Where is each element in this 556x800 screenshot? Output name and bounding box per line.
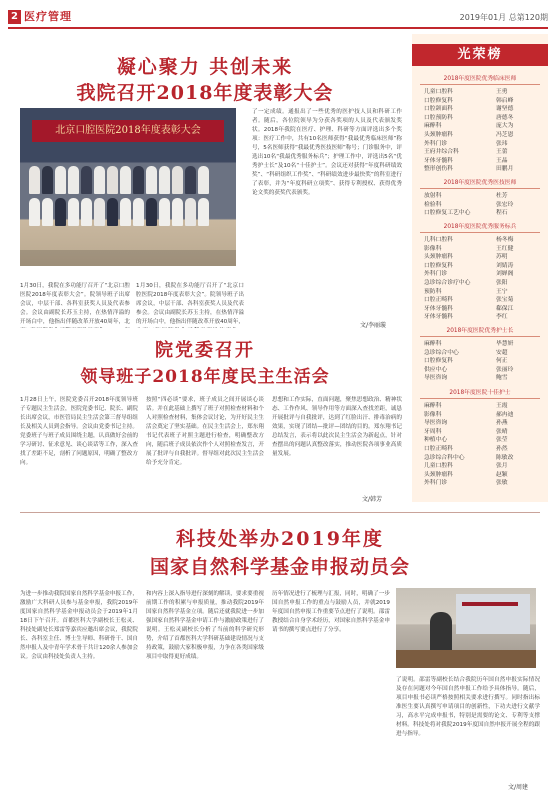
honor-roll-title: 光荣榜	[412, 44, 548, 66]
list-item: 头颈肿瘤科 苏明	[424, 254, 508, 261]
honor-roll-sidebar	[412, 34, 548, 502]
list-item: 儿童口腔科 张月	[424, 463, 508, 470]
list-item: 头颈肿瘤科 赵颖	[424, 471, 508, 478]
list-item: 口腔预防科 唐德冬	[424, 114, 514, 121]
section-divider	[20, 512, 540, 513]
ceremony-banner: 北京口腔医院2018年度表彰大会	[32, 120, 224, 142]
list-item: 儿科口腔科 杨冬梅	[424, 237, 514, 243]
article2-title-line2: 领导班子2018年度民主生活会	[80, 367, 330, 387]
list-item: 急诊综合中心 安超	[424, 349, 508, 356]
list-item: 检验科 张宏玲	[424, 201, 514, 208]
issue-info: 2019年01月 总第120期	[459, 13, 548, 22]
article1-column1: 1月30日，我院在多功能厅召开了“北京口腔医院2018年度表彰大会”。院领导班子出席会议，中层干部、各科室获奖人员及代表参会。会议由副院长苏玉主持，在热情洋溢的开场白中，他指出伴随改革开放40周年，北	[20, 283, 130, 325]
article2-title-line1: 院党委召开	[155, 340, 255, 361]
group-top-nurses: 2018年度医院十佳护士 麻醉科 王霞 影像科 郝冉迪 导医咨询 孙燕 牙周科 张晴 种植中心 张莹 口腔正畸科 孙然 急诊综合科中心 陈敏改 儿童口腔科 张月 头颈肿瘤科 赵颖 外科门诊 张敏	[420, 388, 540, 488]
list-item: 外科门诊 刘婵阁	[424, 271, 514, 278]
article3-title-line2: 国家自然科学基金申报动员会	[149, 556, 410, 578]
list-item: 头颈肿瘤科 冯芝恩	[424, 131, 514, 138]
article1-author: 文/李丽璇	[360, 322, 387, 329]
list-item: 外科门诊 张玮	[424, 140, 508, 147]
article1-column2: 了一定成绩。通报出了一些优秀的医护技人员和科研工作者。随后，各位院领导为分获各奖项的人员及代表颁发奖状。2018年我院在医疗、护理、科研等方面评选出多个奖项：医疗工作中，共有10名医师获得“我最优秀临床医师”称号，5名医师获得“我最优秀医技医师”称号；门诊服务中，评选出10名“我最优秀服务标兵”；护理工作中，评选出5名“优秀护士长”及10名“十佳护士”。会议还对获得“年度科研绩效奖”、“科研组织工作奖”、“科研绩效进步最快奖”的科室进行了表彰，并为“年度科研立项奖”、获得专利授权、获得优秀论文奖的获奖代表颁奖。	[252, 109, 402, 196]
list-item: 整形创伤科 田鹏月	[424, 166, 514, 173]
list-item: 种植中心 张莹	[424, 437, 508, 444]
page-header	[8, 8, 548, 28]
group-head-nurses: 2018年度医院优秀护士长 麻醉科 毕慧妍 急诊综合中心 安超 口腔修复科 何正 供应中心 张丽玲 导医咨询 鲍雪	[420, 326, 540, 383]
article3-column1: 为进一步推动我院国家自然科学基金申报工作，激励广大科研人员参与基金申报，我院2019年度国家自然科学基金申报动员会于2019年1月18日下午召开。首都医科大学副校长王松灵、科技处副处长郑雷等嘉宾应邀出席会议，我院院长、各科室主任、博士生导师、科研骨干、国自然申报人及中青年学术骨干共计120余人参加会议。会议由科技处负责人主持。	[20, 591, 138, 660]
list-item: 牙周科 张晴	[424, 428, 508, 435]
list-item: 影像科 王红健	[424, 245, 514, 252]
mobilization-meeting-photo	[396, 588, 536, 668]
list-item: 麻醉科 毕慧妍	[424, 341, 514, 347]
front-row-people	[28, 198, 228, 228]
list-item: 急诊综合诊疗中心 张阳	[424, 279, 508, 286]
list-item: 王府井综合科 王蕾	[424, 149, 508, 156]
list-item: 儿童口腔科 王勇	[424, 89, 508, 95]
list-item: 牙体牙髓科 郗保江	[424, 305, 514, 312]
group-technical-physicians: 2018年度医院优秀医技医师 放射科 杜芳 检验科 张宏玲 口腔修复工艺中心 程石	[420, 178, 540, 218]
list-item: 口腔正畸科 张宝菊	[424, 297, 514, 304]
list-item: 口腔修复科 何正	[424, 358, 508, 365]
article1-title-line2: 我院召开2018年度表彰大会	[76, 82, 334, 104]
list-item: 口腔修复科 刘婧涛	[424, 262, 514, 269]
list-item: 牙体牙髓科 王晶	[424, 157, 508, 164]
list-item: 外科门诊 张敏	[424, 480, 508, 487]
list-item: 急诊综合科中心 陈敏改	[424, 454, 514, 461]
article2-column3: 思想和工作实际，直面问题，聚焦思想政治、精神状态、工作作风、领导作用等方面深入查找差距，诚恳开展批评与自我批评，达到了红脸出汗、排毒治病的效果，实现了团结—批评—团结的目的。郑东翔书记总结发言，表示将以此次民主生活会为新起点，针对查摆出的问题认真整改落实，推动医院各项事业高质量发展。	[272, 397, 402, 457]
list-item: 导医咨询 鲍雪	[424, 375, 508, 382]
list-item: 供应中心 张丽玲	[424, 366, 514, 373]
list-item: 预防科 王宁	[424, 288, 508, 295]
article3-column2: 和内容上深入指导进行深刻的解读，要求要重视前期工作的积累与申报质量，推动我院2019年国家自然科学基金立项。随后还就我院进一步加强国家自然科学基金申请工作与激励政策进行了说明。王松灵副校长分析了当前的科学研究形势，介绍了首都医科大学科研基础建设情况与支持政策，鼓励大家积极申报，力争在各类国家级项目中取得更好成绩。	[146, 591, 264, 660]
list-item: 口腔修复工艺中心 程石	[424, 210, 508, 217]
article3-column4: 了说明。邵雷等副校长结合我院历年国自然申报实际情况及存在问题对今年国自然申报工作给予具体指导。随后，项目申报书必读严格按照相关要求进行撰写。同时指出标准医生要认真撰写申请项目的创新性，下功夫进行文献学习，高水平完成申报书，特别是需要的论文、专利等支撑材料。科技处将对我院2019年度国自然申报开展全程的跟进与指导。	[396, 677, 540, 737]
article3-column3: 历年情况进行了梳理与汇报，同时，明确了一步国自然申报工作的重点与鼓励人员，并就2019年度国自然申报工作重要节点进行了说明。邵雷教授结合自身学术经历，对国家自然科学基金申请书的撰写要点进行了分享。	[272, 591, 390, 633]
section-name: 医疗管理	[24, 10, 72, 23]
projection-screen	[456, 594, 530, 634]
article1-title-line1: 凝心聚力 共创未来	[116, 56, 294, 78]
list-item: 口腔修复科 韩启峰	[424, 97, 514, 104]
header-rule	[8, 27, 548, 29]
article3-author: 文/周建	[508, 784, 529, 791]
article3-title-line1: 科技处举办2019年度	[176, 528, 384, 550]
list-item: 放射科 杜芳	[424, 193, 508, 199]
list-item: 口腔颌面科 谢坚德	[424, 106, 514, 113]
article1-column1b: 1月30日，我院在多功能厅召开了“北京口腔医院2018年度表彰大会”。院领导班子出席会议，中层干部、各科室获奖人员及代表参会。会议由副院长苏玉主持，在热情洋溢的开场白中，他指出伴随改革开放40周年，	[136, 283, 244, 325]
article2-column1: 1月28日上午，医院党委召开2018年度领导班子专题民主生活会，医院党委书记、院长、副院长出席会议，市医管局民主生活会第三督导组组长及相关人员到会指导。会议由党委书记主持。党委班子与班子成员围绕主题，认真做好会前的学习研讨、征求意见、谈心谈话等工作，深入查找了差距不足，剖析了问题原因，明确了整改方向。	[20, 397, 138, 466]
list-item: 麻醉科 王霞	[424, 403, 508, 409]
back-row-people	[28, 166, 228, 196]
list-item: 麻醉科 庞大为	[424, 123, 514, 130]
article2-author: 文/韩芳	[362, 496, 383, 503]
awards-ceremony-photo	[20, 108, 236, 266]
list-item: 影像科 郝冉迪	[424, 411, 514, 418]
article2-column2: 按照“四必谈”要求，班子成员之间开展谈心谈话。并在此基础上撰写了班子对照检查材料和个人对照检查材料，集体会议讨论，为开好民主生活会奠定了坚实基础。在民主生活会上，郑东翔书记代表班子对照主题进行检查，明确整改方向，随后班子成员依次作个人对照检查发言，开展了批评与自我批评。督导组对此次民主生活会给予充分肯定。	[146, 397, 264, 466]
group-clinical-physicians: 2018年度医院优秀临床医师 儿童口腔科 王勇 口腔修复科 韩启峰 口腔颌面科 谢坚德 口腔预防科 唐德冬 麻醉科 庞大为 头颈肿瘤科 冯芝恩 外科门诊 张玮 王府井综合科 王蕾 牙体牙髓科 王晶 整形创伤科 田鹏月	[420, 74, 540, 174]
list-item: 导医咨询 孙燕	[424, 420, 508, 427]
list-item: 口腔正畸科 孙然	[424, 445, 508, 452]
list-item: 牙体牙髓科 李红	[424, 314, 508, 321]
page-number: 2	[8, 10, 21, 24]
group-service-models: 2018年度医院优秀服务标兵 儿科口腔科 杨冬梅 影像科 王红健 头颈肿瘤科 苏明 口腔修复科 刘婧涛 外科门诊 刘婵阁 急诊综合诊疗中心 张阳 预防科 王宁 口腔正畸科 张宝菊 牙体牙髓科 郗保江 牙体牙髓科 李红	[420, 222, 540, 322]
